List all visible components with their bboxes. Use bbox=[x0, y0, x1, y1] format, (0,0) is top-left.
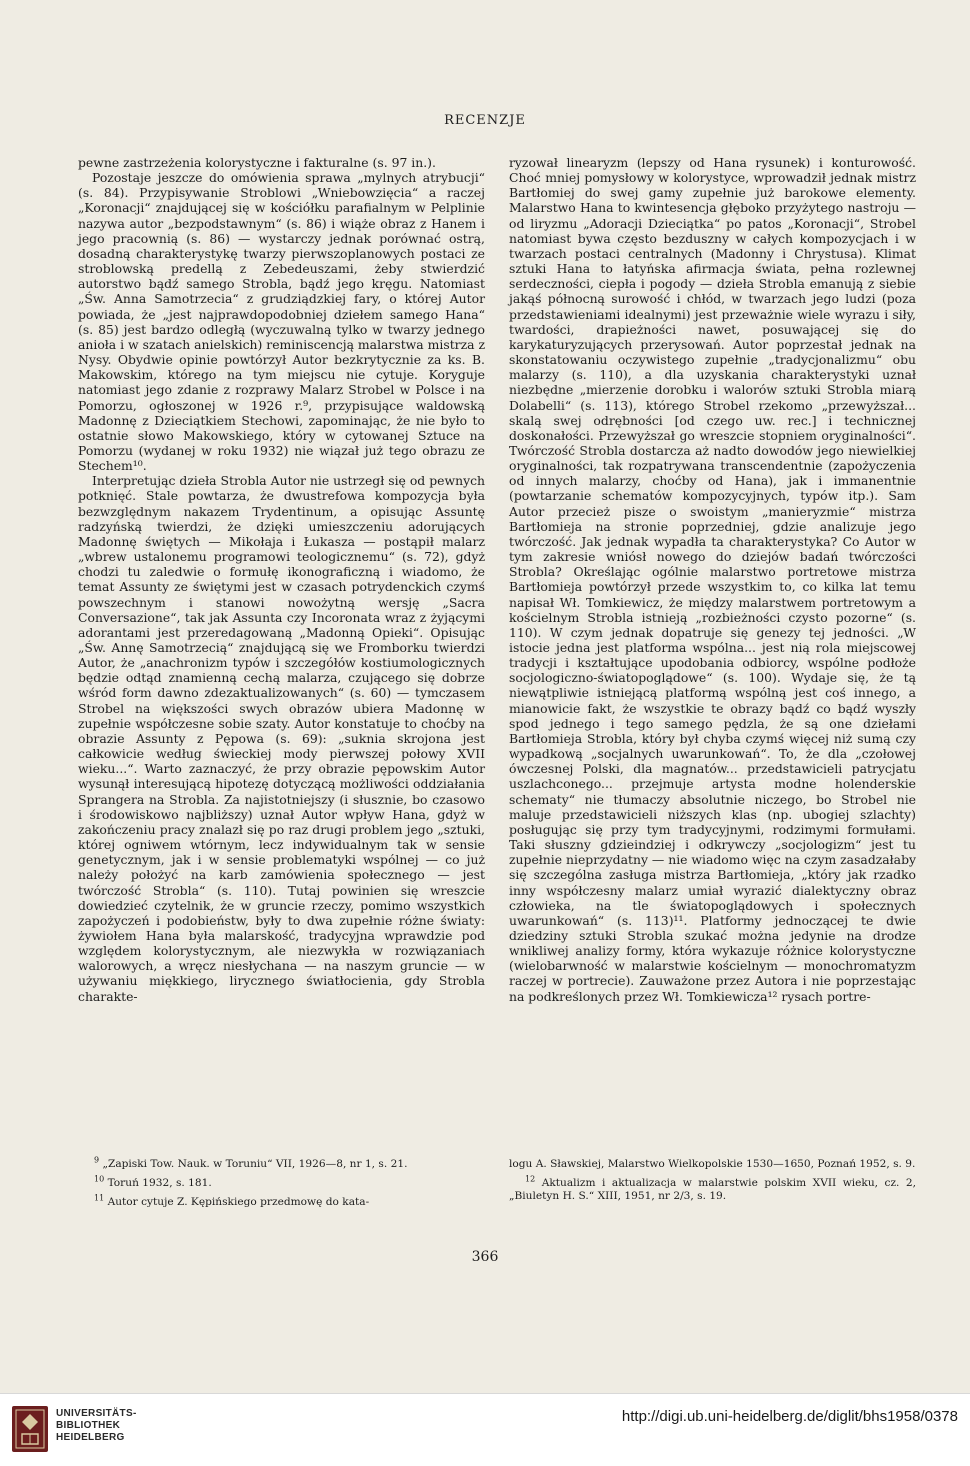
paragraph: pewne zastrzeżenia kolorystyczne i fakturalne (s. 97 in.). bbox=[78, 155, 436, 170]
footnotes-right bbox=[509, 1158, 916, 1209]
left-column bbox=[78, 155, 485, 1004]
library-name: UNIVERSITÄTS- BIBLIOTHEK HEIDELBERG bbox=[56, 1408, 137, 1443]
source-url[interactable]: http://digi.ub.uni-heidelberg.de/diglit/bhs1958/0378 bbox=[621, 1408, 958, 1425]
footnote: $^{12}$ Aktualizm i aktualizacja w malarstwie polskim XVII wieku, cz. 2, „Biuletyn H. S.“ XIII, 1951, nr 2/3, s. 19. bbox=[509, 1174, 916, 1202]
footnotes-left bbox=[78, 1155, 485, 1215]
right-column bbox=[509, 155, 916, 1004]
paragraph: Pozostaje jeszcze do omówienia sprawa „mylnych atrybucji“ (s. 84). Przypisywanie Stroblowi „Wniebowzięcia“ a raczej „Koronacji“ znajdującej się w kościółku parafialnym w Pelplinie nazywa autor „bezpodstawnym“ (s. 86) i wiąże obraz z Hanem i jego pracownią (s. 86) — wystarczy jednak porównać ostrą, dosadną charakterystykę twarzy pierwszoplanowych postaci ze stroblowską predellą z Zebedeuszami, żeby stwierdzić autorstwo bądź samego Strobla, bądź jego kręgu. Natomiast „Św. Anna Samotrzecia“ z grudziądzkiej fary, o której Autor powiada, że „jest najprawdopodobniej dziełem samego Hana“ (s. 85) jest bardzo odległą (wyczuwalną tylko w twarzy jednego anioła i w szatach anielskich) reminiscencją malarstwa mistrza z Nysy. Obydwie opinie powtórzył Autor bezkrytycznie za ks. B. Makowskim, którego na tym miejscu nie cytuje. Koryguje natomiast jego zdanie z rozprawy Malarz Strobel w Polsce i na Pomorzu, ogłoszonej w 1926 r.⁹, przypisujące waldowską Madonnę z Dzieciątkiem Stechowi, zapominając, że nie było to ostatnie słowo Makowskiego, który w cytowanej Sztuce na Pomorzu (wydanej w roku 1932) nie wiązał już tego obrazu ze Stechem¹⁰. bbox=[78, 170, 485, 474]
seal-icon bbox=[10, 1404, 50, 1454]
page-number: 366 bbox=[471, 1249, 499, 1265]
running-head: RECENZJE bbox=[444, 113, 526, 128]
paragraph: ryzował linearyzm (lepszy od Hana rysunek) i konturowość. Choć mniej pomysłowy w kolorystyce, wprowadził jednak mistrz Bartłomiej do swej gamy zupełnie już barokowe elementy. Malarstwo Hana to kwintesencja głęboko przyżytego nastroju — od liryzmu „Adoracji Dzieciątka“ po patos „Koronacji“, Strobel natomiast bywa często bezduszny w całych kompozycjach i w twarzach postaci centralnych (Madonny i Chrystusa). Klimat sztuki Hana to łatyńska afirmacja świata, pełna rozlewnej serdeczności, ciepła i pogody — dzieła Strobla emanują z siebie jakąś północną surowość i chłód, w twarzach jego ludzi (poza przedstawieniami idealnymi) jest przeważnie wiele wyrazu i siły, twardości, drapieżności nawet, posuwającej się do karykaturyzujących przerysowań. Autor poprzestał jednak na skonstatowaniu oczywistego zupełnie „tradycjonalizmu“ obu malarzy (s. 110), a dla uzyskania charakterystyki uznał niezbędne „mierzenie dorobku i walorów sztuki Strobla miarą Dolabelli“ (s. 113), którego Strobel rzekomo „przewyższał... skalą swej odrębności [od czego uw. rec.] i technicznej doskonałości. Przewyższał go wreszcie stopniem oryginalności“. Twórczość Strobla dostarcza aż nadto dowodów jego niewielkiej oryginalności, tak rozpatrywana transcendentnie (zapożyczenia od innych malarzy, choćby od Hana), jak i immanentnie (powtarzanie schematów kompozycyjnych, typów itp.). Sam Autor przecież pisze o swoistym „manieryzmie“ mistrza Bartłomieja na stronie poprzedniej, gdzie analizuje jego twórczość. Jak jednak wypadła ta charakterystyka? Co Autor w tym zakresie wniósł nowego do dziejów badań twórczości Strobla? Określając ogólnie malarstwo portretowe mistrza Bartłomieja powtórzył przede wszystkim to, co kilka lat temu napisał Wł. Tomkiewicz, że między malarstwem portretowym a kościelnym Strobla istnieją „rozbieżności czysto pozorne“ (s. 110). W czym jednak dopatruje się genezy tej jedności. „W istocie jedna jest platforma wspólna... jest nią rola miejscowej tradycji i kształtujące upodobania odbiorcy, wspólne podłoże socjologiczno-światopoglądowe“ (s. 100). Wydaje się, że tą niewątpliwie istniejącą platformą wspólną jest coś innego, a mianowicie fakt, że wszystkie te obrazy bądź co bądź wyszły spod jednego i tego samego pędzla, że są one dziełami Bartłomieja Strobla, który był chyba czymś więcej niż sumą czy wypadkową „socjalnych uwarunkowań“. To, że dla „czołowej ówczesnej Polski, dla magnatów... przedstawicieli patrycjatu uszlachconego... przejmuje artysta modne holenderskie schematy“ nie tłumaczy absolutnie niczego, bo Strobel nie maluje przedstawicieli niższych klas (np. ubogiej szlachty) posługując się przy tym tradycyjnymi, rodzimymi formułami. Taki słuszny gdzieindziej i odkrywczy „socjologizm“ jest tu zupełnie nieprzydatny — nie wiadomo więc na czym zasadzałaby się szczególna zasługa mistrza Bartłomieja, „który jak rzadko inny współczesny malarz umiał wyrazić dialektyczny obraz człowieka, na tle światopoglądowych i społecznych uwarunkowań“ (s. 113)¹¹. Platformy jednoczącej te dwie dziedziny sztuki Strobla szukać można jedynie na drodze wnikliwej analizy formy, która wykazuje różnice kolorystyczne (wielobarwność w malarstwie kościelnym — monochromatyzm raczej w portrecie). Zauważone przez Autora i nie poprzestając na podkreślonych przez Wł. Tomkiewicza¹² rysach portre- bbox=[509, 155, 917, 1004]
footnote: $^9$ „Zapiski Tow. Nauk. w Toruniu“ VII, 1926—8, nr 1, s. 21. bbox=[94, 1155, 408, 1170]
viewer-footer bbox=[0, 1393, 970, 1466]
footnote: $^{11}$ Autor cytuje Z. Kępińskiego przedmowę do kata- bbox=[94, 1193, 370, 1208]
footnote: $^{10}$ Toruń 1932, s. 181. bbox=[94, 1174, 212, 1189]
paragraph: Interpretując dzieła Strobla Autor nie ustrzegł się od pewnych potknięć. Stale powtarza, że dwustrefowa kompozycja była bezwzględnym nakazem Trydentinum, a opisując Assuntę radzyńską twierdzi, że dzięki umieszczeniu adorujących Madonnę świętych — Mikołaja i Łukasza — postąpił malarz „wbrew ustalonemu programowi teologicznemu“ (s. 72), gdyż chodzi tu zaledwie o formułę ikonograficzną i wiadomo, że temat Assunty ze świętymi jest w czasach potrydenckich czymś powszechnym i stanowi nowożytną wersję „Sacra Conversazione“, tak jak Assunta czy Incoronata wraz z żyjącymi adorantami jest przeredagowaną „Madonną Opieki“. Opisując „Św. Annę Samotrzecią“ znajdującą się we Fromborku twierdzi Autor, że „anachronizm typów i szczegółów kostiumologicznych będzie odtąd znamienną cechą malarza, czującego się dobrze wśród form dawno zdezaktualizowanych“ (s. 60) — tymczasem Strobel na większości swych obrazów ubiera Madonnę w zupełnie współczesne sobie szaty. Autor konstatuje to choćby na obrazie Assunty z Pępowa (s. 69): „suknia skrojona jest całkowicie według świeckiej mody pierwszej połowy XVII wieku...“. Warto zaznaczyć, że przy obrazie pępowskim Autor wysunął interesującą hipotezę dotyczącą możliwości oddziałania Sprangera na Strobla. Za najistotniejszy (i słusznie, bo czasowo i środowiskowo najbliższy) uznał Autor wpływ Hana, gdyż w zakończeniu pracy znalazł się po raz drugi problem jego „sztuki, której ogniwem wtórnym, lecz indywidualnym tak w sensie genetycznym, jak i w sensie problematyki wspólnej — co już należy położyć na karb zamówienia społecznego — jest twórczość Strobla“ (s. 110). Tutaj powinien się wreszcie dowiedzieć czytelnik, że w gruncie rzeczy, pomimo wszystkich zapożyczeń i podobieństw, były to dwa zupełnie różne światy: żywiołem Hana była malarskość, tradycyjna wprawdzie pod względem kolorystycznym, ale niezwykła w rozwiązaniach walorowych, a wręcz niesłychana — na naszym gruncie — w używaniu miękkiego, lirycznego światłocienia, gdy Strobla charakte- bbox=[78, 473, 485, 1004]
footnote: logu A. Sławskiej, Malarstwo Wielkopolskie 1530—1650, Poznań 1952, s. 9. bbox=[509, 1158, 916, 1170]
